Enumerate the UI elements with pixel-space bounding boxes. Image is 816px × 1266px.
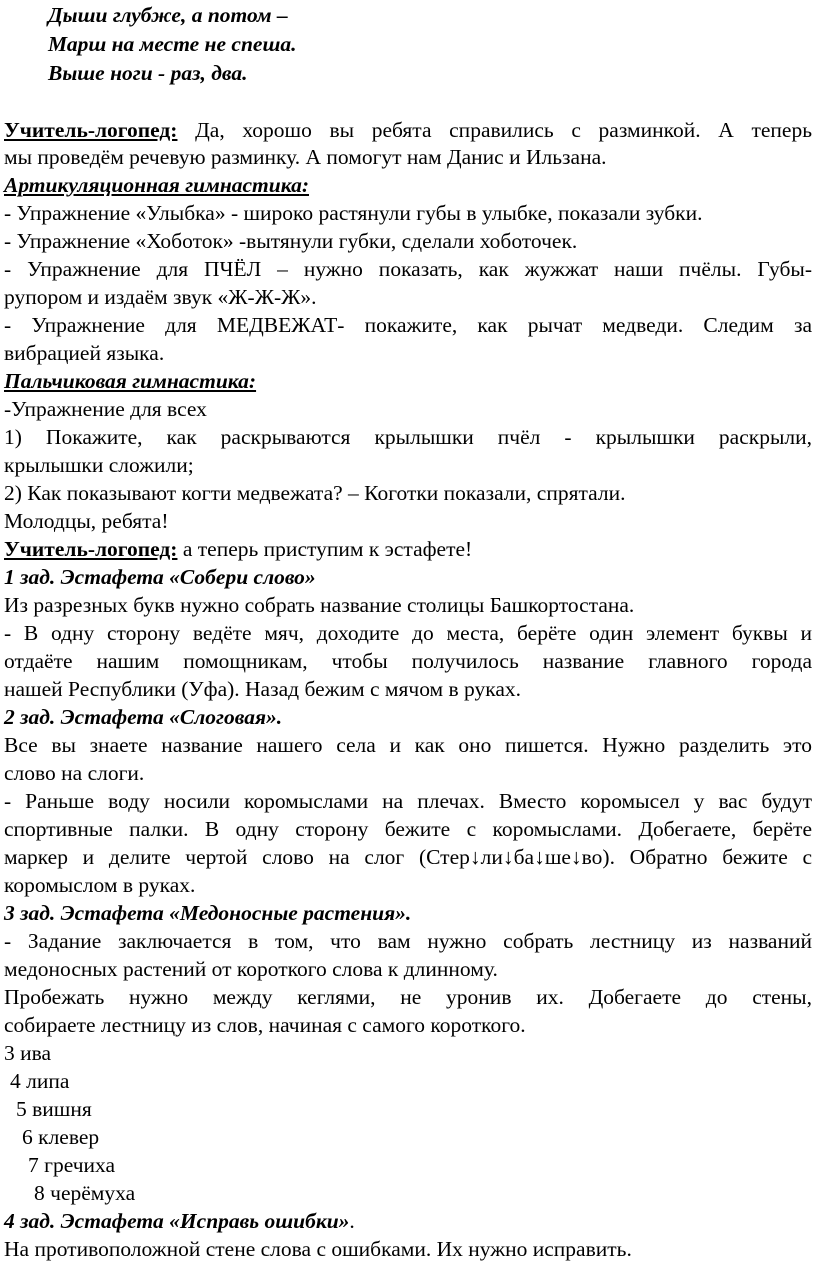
paragraph-line: мы проведём речевую разминку. А помогут нам Данис и Ильзана.: [4, 145, 607, 169]
task-1-line: Из разрезных букв нужно собрать название столицы Башкортостана.: [4, 593, 635, 617]
finger-line-1: -Упражнение для всех: [4, 397, 207, 421]
exercise-bees: - Упражнение для ПЧЁЛ – нужно показать, как жужжат наши пчёлы. Губы-: [4, 257, 812, 281]
ladder-item: 3 ива: [4, 1041, 52, 1065]
task-2-line: коромыслом в руках.: [4, 873, 196, 897]
exercise-bees-cont: рупором и издаём звук «Ж-Ж-Ж».: [4, 285, 317, 309]
teacher-label: Учитель-логопед:: [4, 118, 178, 142]
ladder-item: 7 гречиха: [28, 1153, 116, 1177]
exercise-bears-cont: вибрацией языка.: [4, 341, 165, 365]
teacher-paragraph-1: [4, 116, 812, 144]
task-3-line: медоносных растений от короткого слова к длинному.: [4, 957, 498, 981]
finger-line-2: 1) Покажите, как раскрываются крылышки пчёл - крылышки раскрыли,: [4, 425, 812, 449]
teacher-speech-2: а теперь приступим к эстафете!: [177, 537, 473, 561]
task-2-line: - Раньше воду носили коромыслами на плечах. Вместо коромысел у вас будут: [4, 789, 812, 813]
task-3-line: Пробежать нужно между кеглями, не уронив их. Добегаете до стены,: [4, 985, 812, 1009]
poem-line-1: Дыши глубже, а потом –: [48, 3, 288, 27]
exercise-bears: - Упражнение для МЕДВЕЖАТ- покажите, как рычат медведи. Следим за: [4, 313, 812, 337]
task-1-line: нашей Республики (Уфа). Назад бежим с мячом в руках.: [4, 677, 522, 701]
task-2-line: Все вы знаете название нашего села и как оно пишется. Нужно разделить это: [4, 733, 812, 757]
task-3-heading: 3 зад. Эстафета «Медоносные растения».: [4, 901, 412, 925]
teacher-label-2: Учитель-логопед:: [4, 537, 178, 561]
task-4-line: На противоположной стене слова с ошибками. Их нужно исправить.: [4, 1237, 632, 1261]
finger-line-4: 2) Как показывают когти медвежата? – Коготки показали, спрятали.: [4, 481, 626, 505]
teacher-speech-1: Да, хорошо вы ребята справились с разминкой. А теперь: [177, 118, 812, 142]
teacher-paragraph-2: [4, 535, 812, 563]
task-1-heading: 1 зад. Эстафета «Собери слово»: [4, 565, 316, 589]
task-1-line: отдаёте нашим помощникам, чтобы получилось название главного города: [4, 649, 812, 673]
ladder-item: 6 клевер: [22, 1125, 100, 1149]
section-heading-articulation: Артикуляционная гимнастика:: [4, 173, 309, 197]
task-2-line: слово на слоги.: [4, 761, 145, 785]
task-2-line: спортивные палки. В одну сторону бежите с коромыслами. Добегаете, берёте: [4, 817, 812, 841]
task-2-heading: 2 зад. Эстафета «Слоговая».: [4, 705, 283, 729]
poem-line-3: Выше ноги - раз, два.: [48, 61, 248, 85]
exercise-smile: - Упражнение «Улыбка» - широко растянули губы в улыбке, показали зубки.: [4, 201, 703, 225]
finger-line-3: крылышки сложили;: [4, 453, 194, 477]
task-1-line: - В одну сторону ведёте мяч, доходите до места, берёте один элемент буквы и: [4, 621, 812, 645]
task-2-line: маркер и делите чертой слово на слог (Стер↓ли↓ба↓ше↓во). Обратно бежите с: [4, 845, 812, 869]
task-3-line: - Задание заключается в том, что вам нужно собрать лестницу из названий: [4, 929, 812, 953]
section-heading-finger: Пальчиковая гимнастика:: [4, 369, 257, 393]
ladder-item: 8 черёмуха: [34, 1181, 136, 1205]
ladder-item: 5 вишня: [16, 1097, 92, 1121]
exercise-trunk: - Упражнение «Хоботок» -вытянули губки, сделали хоботочек.: [4, 229, 578, 253]
task-3-line: собираете лестницу из слов, начиная с самого короткого.: [4, 1013, 526, 1037]
finger-line-5: Молодцы, ребята!: [4, 509, 169, 533]
task-4-heading: 4 зад. Эстафета «Исправь ошибки».: [4, 1209, 355, 1233]
poem-line-2: Марш на месте не спеша.: [48, 32, 297, 56]
ladder-item: 4 липа: [10, 1069, 70, 1093]
